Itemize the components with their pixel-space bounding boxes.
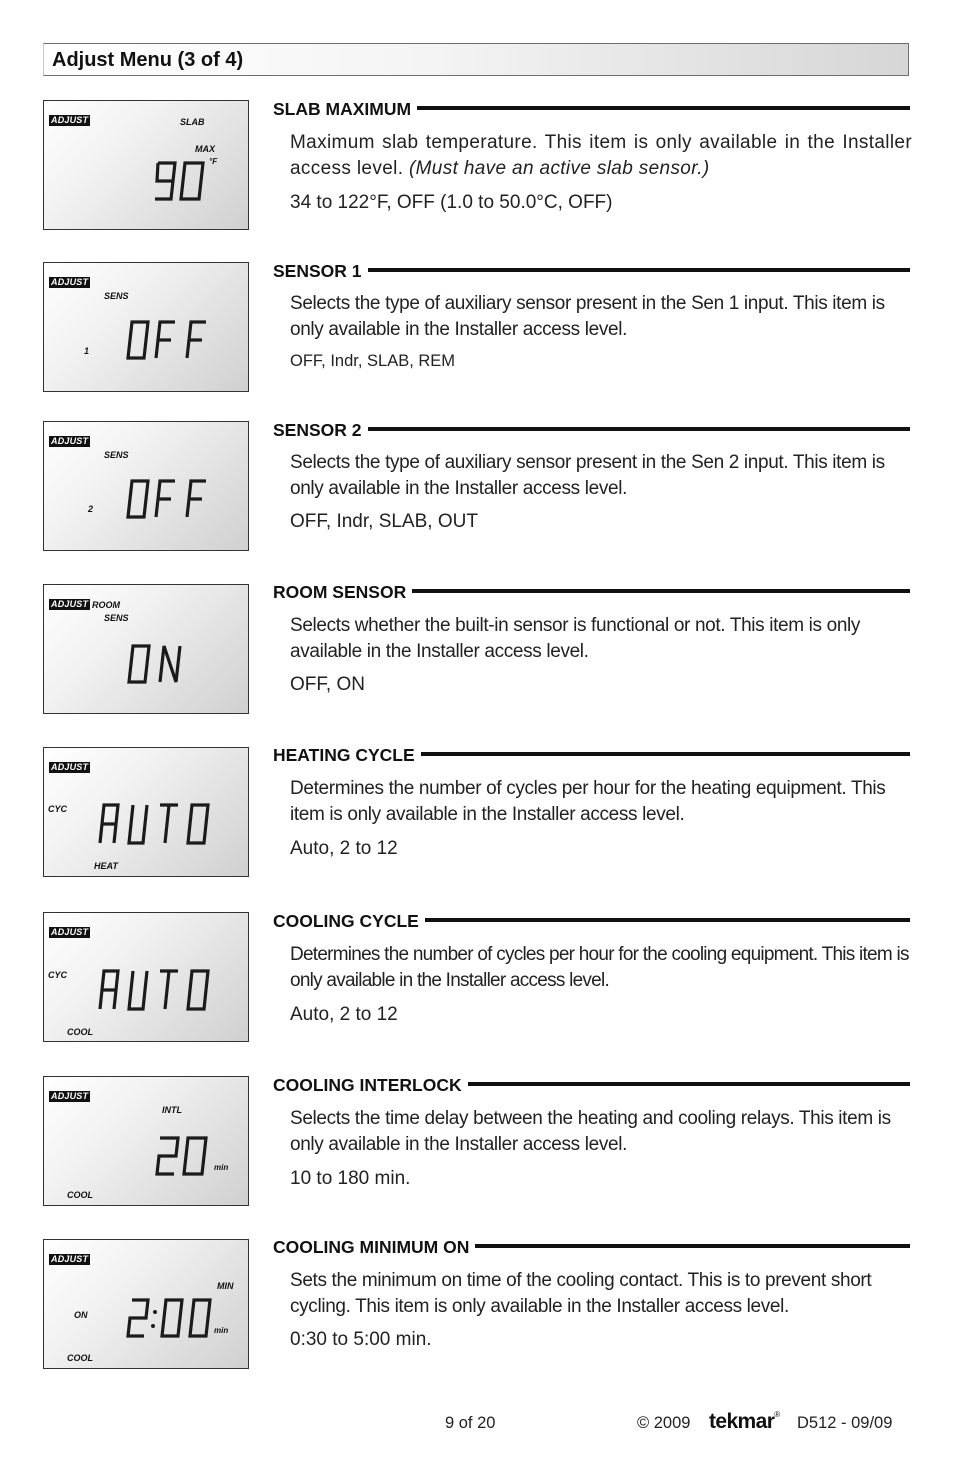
section-heading-heating-cycle (273, 745, 910, 767)
section-title: SENSOR 2 (273, 420, 368, 441)
lcd-display-room-sensor (43, 584, 249, 714)
lcd-segment-digits (44, 422, 250, 552)
section-description: Selects whether the built-in sensor is functional or not. This item is only available in the Installer access level. (290, 615, 861, 662)
lcd-adjust-badge: ADJUST (51, 277, 89, 287)
lcd-segment-digits (44, 748, 250, 878)
lcd-segment-digits (44, 913, 250, 1043)
section-title: COOLING INTERLOCK (273, 1075, 468, 1096)
heading-rule (273, 427, 910, 431)
section-range: Auto, 2 to 12 (290, 1004, 398, 1025)
lcd-display-cooling-interlock (43, 1076, 249, 1206)
section-title: SENSOR 1 (273, 261, 368, 282)
lcd-unit-label: min (214, 1163, 229, 1172)
document-code: D512 - 09/09 (797, 1414, 893, 1432)
lcd-adjust-badge: ADJUST (51, 115, 89, 125)
lcd-sens-label: SENS (104, 613, 129, 623)
lcd-adjust-badge: ADJUST (51, 599, 89, 609)
lcd-mode-label: COOL (67, 1353, 93, 1363)
lcd-segment-digits (44, 1240, 250, 1370)
section-description: Maximum slab temperature. This item is only available in the Installer access level. (Must have an active slab sensor.) (290, 132, 912, 179)
section-range: 34 to 122°F, OFF (1.0 to 50.0°C, OFF) (290, 192, 613, 213)
italic-note: (Must have an active slab sensor.) (408, 158, 710, 179)
section-header-bar (43, 43, 909, 76)
section-title: HEATING CYCLE (273, 745, 421, 766)
section-heading-room-sensor (273, 582, 910, 604)
lcd-sensor-number: 1 (84, 346, 90, 356)
section-heading-sensor-2 (273, 420, 910, 442)
lcd-mode-label: COOL (67, 1027, 93, 1037)
lcd-display-cooling-minimum-on (43, 1239, 249, 1369)
lcd-on-label: ON (74, 1310, 88, 1320)
section-heading-cooling-interlock (273, 1075, 910, 1097)
lcd-segment-digits (44, 1077, 250, 1207)
section-title: COOLING MINIMUM ON (273, 1237, 475, 1258)
section-range: 10 to 180 min. (290, 1168, 411, 1189)
lcd-sens-label: SENS (104, 291, 129, 301)
section-description: Selects the type of auxiliary sensor present in the Sen 1 input. This item is only available in the Installer access level. (290, 293, 885, 340)
lcd-mode-label: COOL (67, 1190, 93, 1200)
section-description: Determines the number of cycles per hour for the heating equipment. This item is only available in the Installer access level. (290, 778, 886, 825)
page-number: 9 of 20 (445, 1414, 496, 1432)
brand-mark: ® (774, 1410, 780, 1419)
section-heading-cooling-minimum-on (273, 1237, 910, 1259)
section-range: OFF, ON (290, 674, 365, 695)
heading-rule (273, 268, 910, 272)
section-range: OFF, Indr, SLAB, OUT (290, 511, 478, 532)
tekmar-logo (709, 1410, 780, 1434)
section-range: 0:30 to 5:00 min. (290, 1329, 432, 1350)
lcd-sensor-number: 2 (88, 504, 94, 514)
lcd-display-sensor-2 (43, 421, 249, 551)
lcd-segment-digits (44, 101, 250, 231)
section-range: OFF, Indr, SLAB, REM (290, 352, 456, 370)
copyright: © 2009 (637, 1414, 691, 1432)
section-range: Auto, 2 to 12 (290, 838, 398, 859)
lcd-sens-label: SENS (104, 450, 129, 460)
lcd-adjust-badge: ADJUST (51, 1091, 89, 1101)
section-heading-cooling-cycle (273, 911, 910, 933)
section-title: ROOM SENSOR (273, 582, 412, 603)
lcd-display-slab-maximum (43, 100, 249, 230)
section-description: Determines the number of cycles per hour for the cooling equipment. This item is only available in the Installer access level. (290, 944, 909, 991)
lcd-min-label: MIN (217, 1281, 234, 1291)
section-description: Selects the type of auxiliary sensor present in the Sen 2 input. This item is only available in the Installer access level. (290, 452, 885, 499)
lcd-adjust-badge: ADJUST (51, 436, 89, 446)
lcd-display-sensor-1 (43, 262, 249, 392)
lcd-adjust-badge: ADJUST (51, 762, 89, 772)
lcd-unit-label: min (214, 1326, 229, 1335)
section-heading-sensor-1 (273, 261, 910, 283)
lcd-display-heating-cycle (43, 747, 249, 877)
lcd-intl-label: INTL (162, 1105, 182, 1115)
section-title: SLAB MAXIMUM (273, 99, 417, 120)
lcd-room-label: ROOM (92, 600, 120, 610)
lcd-mode-label: HEAT (94, 861, 118, 871)
section-heading-slab-maximum (273, 99, 910, 121)
lcd-adjust-badge: ADJUST (51, 1254, 89, 1264)
lcd-cyc-label: CYC (48, 804, 68, 814)
lcd-max-label: MAX (195, 144, 215, 154)
lcd-cyc-label: CYC (48, 970, 68, 980)
section-description: Sets the minimum on time of the cooling contact. This is to prevent short cycling. This item is only available in the Installer access level. (290, 1270, 872, 1317)
section-description: Selects the time delay between the heating and cooling relays. This item is only available in the Installer access level. (290, 1108, 891, 1155)
lcd-unit-label: °F (209, 157, 218, 166)
brand-name: tekmar (709, 1410, 775, 1433)
lcd-display-cooling-cycle (43, 912, 249, 1042)
section-title: COOLING CYCLE (273, 911, 425, 932)
lcd-adjust-badge: ADJUST (51, 927, 89, 937)
page-title: Adjust Menu (3 of 4) (52, 49, 244, 71)
lcd-segment-digits (44, 263, 250, 393)
lcd-segment-digits (44, 585, 250, 715)
lcd-slab-label: SLAB (180, 117, 205, 127)
